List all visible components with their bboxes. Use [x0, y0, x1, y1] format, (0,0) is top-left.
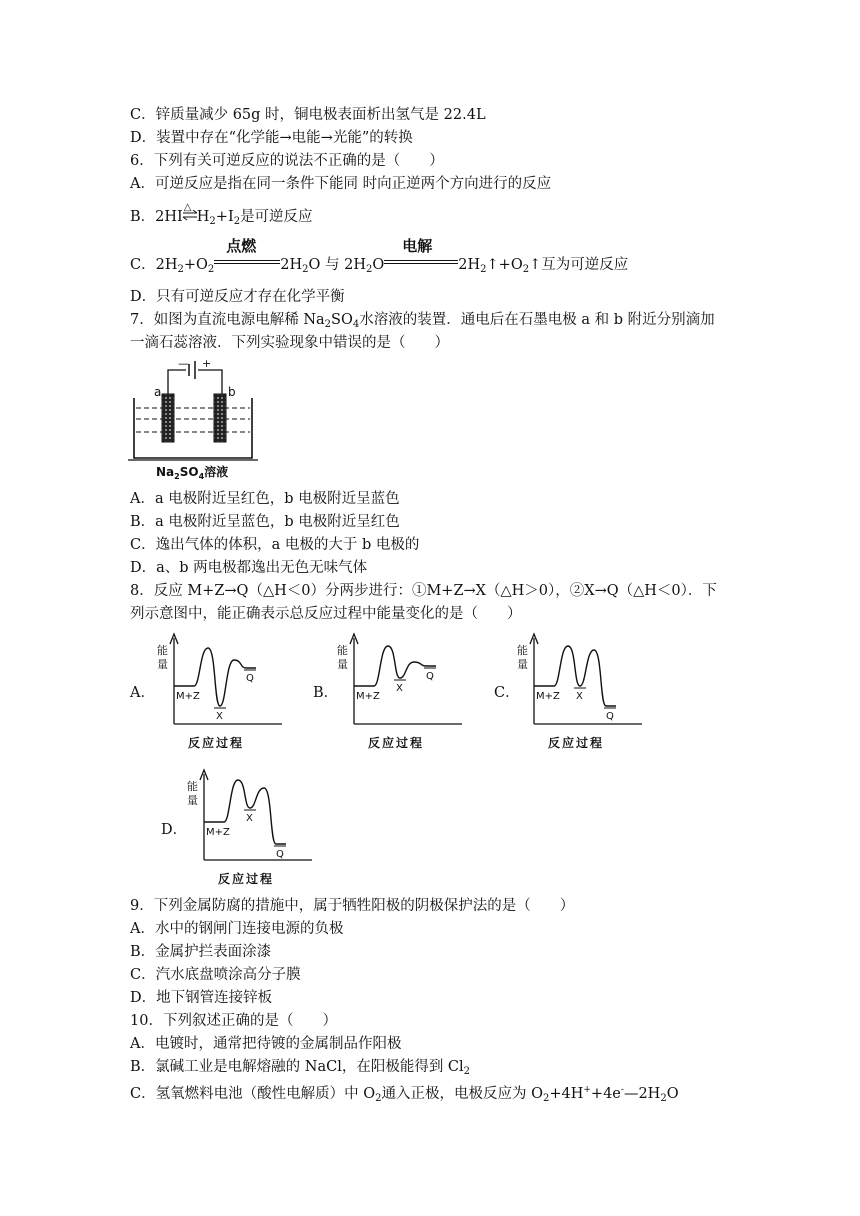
text: 2H	[458, 257, 481, 273]
question-10-option-c	[130, 1080, 679, 1109]
text: H	[196, 209, 210, 225]
start-label: M+Z	[356, 691, 380, 702]
caption-text: 溶液	[204, 465, 229, 479]
heat-symbol: △	[183, 202, 192, 213]
question-7-option-d: D．a、b 两电极都逸出无色无味气体	[130, 560, 368, 576]
end-label: Q	[246, 673, 254, 684]
electrolysis-figure	[128, 356, 260, 484]
intermediate-label: X	[216, 711, 223, 722]
subscript: 2	[209, 216, 216, 227]
text: O	[666, 1086, 679, 1102]
text: O	[372, 257, 385, 273]
text: B．2HI	[130, 209, 183, 225]
question-10-option-a: A．电镀时，通常把待镀的金属制品作阳极	[130, 1036, 402, 1052]
question-6-option-d: D．只有可逆反应才存在化学平衡	[130, 289, 345, 305]
question-10-option-b	[130, 1057, 470, 1082]
energy-chart-a	[154, 632, 284, 754]
y-axis-label: 能	[517, 644, 528, 657]
caption-text: SO	[179, 465, 199, 479]
ignite-condition-arrow	[214, 237, 280, 269]
text: ↑互为可逆反应	[529, 257, 629, 273]
electrode-a-label: a	[154, 385, 162, 399]
reversible-heat-arrow	[183, 202, 197, 223]
question-9: 9．下列金属防腐的措施中，属于牺牲阳极的阴极保护法的是（ ）	[130, 898, 575, 914]
electrolysis-diagram	[128, 356, 260, 484]
caption-text: Na	[156, 465, 175, 479]
intermediate-label: X	[576, 691, 583, 702]
question-9-option-b: B．金属护拦表面涂漆	[130, 944, 272, 960]
text: +I	[215, 209, 234, 225]
plus-label: +	[202, 357, 212, 370]
text: C．2H	[130, 257, 178, 273]
subscript: 2	[324, 319, 332, 330]
minus-label: —	[178, 357, 189, 370]
chart-option-d-label: D．	[161, 822, 188, 838]
question-7-option-a: A．a 电极附近呈红色，b 电极附近呈蓝色	[130, 491, 400, 507]
question-6-option-b	[130, 202, 313, 232]
question-9-option-c: C．汽水底盘喷涂高分子膜	[130, 967, 301, 983]
subscript: 4	[352, 319, 360, 330]
double-line	[384, 260, 458, 261]
question-7-line-2: 一滴石蕊溶液．下列实验现象中错误的是（ ）	[130, 335, 449, 351]
question-6: 6．下列有关可逆反应的说法不正确的是（ ）	[130, 153, 444, 169]
superscript: +	[583, 1085, 591, 1095]
end-label: Q	[426, 671, 434, 682]
start-label: M+Z	[206, 827, 230, 838]
text: +4H	[549, 1086, 584, 1102]
y-axis-label: 量	[187, 794, 198, 807]
text: SO	[331, 312, 353, 328]
condition-label: 电解	[402, 237, 433, 255]
double-line	[214, 260, 280, 261]
y-axis-label: 量	[337, 658, 348, 671]
intermediate-label: X	[396, 683, 403, 694]
question-9-option-d: D．地下钢管连接锌板	[130, 990, 273, 1006]
subscript: 2	[366, 264, 373, 275]
x-axis-label: 反应过程	[218, 872, 275, 886]
question-9-option-a: A．水中的钢闸门连接电源的负极	[130, 921, 344, 937]
subscript: 2	[375, 1093, 382, 1104]
chart-option-c-label: C．	[494, 685, 520, 701]
y-axis-label: 能	[157, 644, 168, 657]
y-axis-label: 能	[337, 644, 348, 657]
subscript: 2	[207, 264, 215, 275]
text: ↑+O	[486, 257, 523, 273]
double-line	[214, 263, 280, 264]
option-6prev-d: D．装置中存在“化学能→电能→光能”的转换	[130, 130, 413, 146]
text: +4e	[590, 1086, 621, 1102]
y-axis-label: 能	[187, 780, 198, 793]
electrolysis-condition-arrow	[384, 237, 458, 269]
text: 2H	[280, 257, 303, 273]
subscript: 2	[480, 264, 487, 275]
subscript: 2	[522, 264, 530, 275]
text: 是可逆反应	[240, 209, 313, 225]
chart-option-a-label: A．	[130, 685, 155, 701]
energy-chart-c	[514, 632, 644, 754]
subscript: 2	[233, 216, 241, 227]
energy-chart-b	[334, 632, 464, 754]
solution-caption	[156, 464, 228, 481]
text: C．氢氧燃料电池（酸性电解质）中 O	[130, 1086, 376, 1102]
text: +O	[183, 257, 208, 273]
intermediate-label: X	[246, 813, 253, 824]
chart-option-b-label: B．	[313, 685, 339, 701]
text: O 与 2H	[308, 257, 366, 273]
question-6-option-c	[130, 237, 629, 280]
question-7-option-c: C．逸出气体的体积，a 电极的大于 b 电极的	[130, 537, 420, 553]
end-label: Q	[606, 711, 614, 722]
electrode-b-label: b	[228, 385, 236, 399]
reversible-arrow-icon	[183, 210, 197, 222]
y-axis-label: 量	[517, 658, 528, 671]
subscript: 2	[660, 1093, 667, 1104]
start-label: M+Z	[176, 691, 200, 702]
question-8-line-1: 8．反应 M+Z→Q（△H＜0）分两步进行：①M+Z→X（△H＞0），②X→Q（△H＜0）．下	[130, 583, 717, 599]
y-axis-label: 量	[157, 658, 168, 671]
text: B．氯碱工业是电解熔融的 NaCl，在阳极能得到 Cl	[130, 1059, 464, 1075]
x-axis-label: 反应过程	[368, 736, 425, 750]
double-line	[384, 263, 458, 264]
superscript: -	[620, 1085, 624, 1095]
question-8-line-2: 列示意图中，能正确表示总反应过程中能量变化的是（ ）	[130, 606, 522, 622]
question-7-option-b: B．a 电极附近呈蓝色，b 电极附近呈红色	[130, 514, 400, 530]
caption-sub: 4	[198, 472, 205, 481]
start-label: M+Z	[536, 691, 560, 702]
x-axis-label: 反应过程	[548, 736, 605, 750]
subscript: 2	[177, 264, 184, 275]
subscript: 2	[302, 264, 309, 275]
condition-label: 点燃	[226, 237, 257, 255]
text: 水溶液的装置．通电后在石墨电极 a 和 b 附近分别滴加	[359, 312, 715, 328]
question-7-line-1	[130, 310, 715, 335]
subscript: 2	[463, 1066, 471, 1077]
subscript: 2	[542, 1093, 550, 1104]
text: 通入正极，电极反应为 O	[381, 1086, 543, 1102]
option-6prev-c: C．锌质量减少 65g 时，铜电极表面析出氢气是 22.4L	[130, 107, 486, 123]
end-label: Q	[276, 849, 284, 860]
question-6-option-a: A．可逆反应是指在同一条件下能同 时向正逆两个方向进行的反应	[130, 176, 552, 192]
caption-sub: 2	[174, 472, 180, 481]
text: —2H	[623, 1086, 661, 1102]
text: 7．如图为直流电源电解稀 Na	[130, 312, 325, 328]
question-10: 10．下列叙述正确的是（ ）	[130, 1013, 337, 1029]
energy-chart-d	[184, 768, 314, 890]
x-axis-label: 反应过程	[188, 736, 245, 750]
